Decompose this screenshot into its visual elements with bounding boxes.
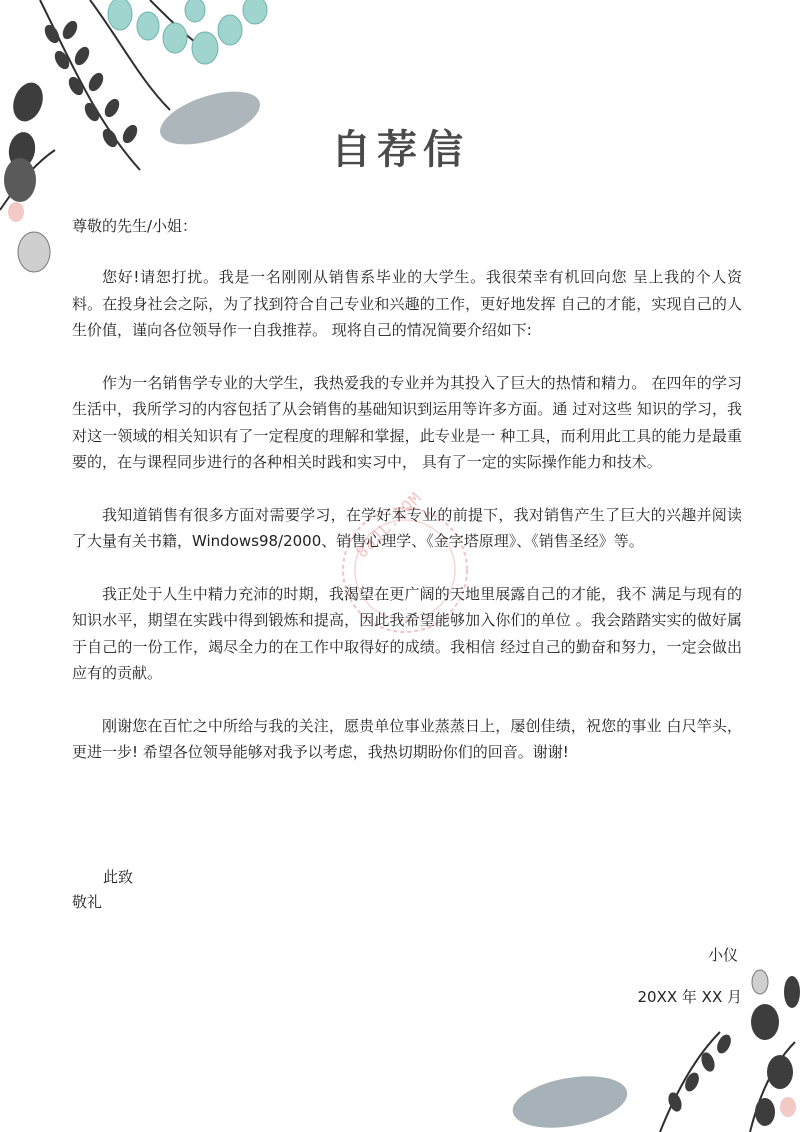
closing-line-2: 敬礼 <box>72 893 103 911</box>
letter-salutation: 尊敬的先生/小姐： <box>72 217 198 235</box>
closing-line-1: 此致 <box>103 868 134 886</box>
watermark-text: 88JL.COM <box>352 487 426 562</box>
letter-title: 自荐信 <box>331 126 469 173</box>
body-paragraph: 我正处于人生中精力充沛的时期，我渴望在更广阔的天地里展露自己的才能，我不 满足与现有的知识水平，期望在实践中得到锻炼和提高，因此我希望能够加入你们的单位 。我会踏踏实实的做好属于自己的一份工作，竭尽全力的在工作中取得好的成绩。我相信 经过自己的勤奋和努力，一定会做出应有的贡献。 <box>72 584 742 682</box>
body-paragraph: 作为一名销售学专业的大学生，我热爱我的专业并为其投入了巨大的热情和精力。 在四年的学习生活中，我所学习的内容包括了从会销售的基础知识到运用等许多方面。通 过对这些 知识的学习，我对这一领域的相关知识有了一定程度的理解和掌握，此专业是一 种工具，而利用此工具的能力是最重要的，在与课程同步进行的各种相关时践和实习中， 具有了一定的实际操作能力和技术。 <box>72 373 742 471</box>
signature-date: 20XX 年 XX 月 <box>637 988 742 1006</box>
body-paragraph: 刚谢您在百忙之中所给与我的关注，愿贵单位事业蒸蒸日上，屡创佳绩，祝您的事业 白尺竿头，更进一步! 希望各位领导能够对我予以考虑，我热切期盼你们的回音。谢谢! <box>72 716 742 761</box>
letter-body <box>72 264 742 792</box>
signer-name: 小仪 <box>707 946 738 964</box>
body-paragraph: 我知道销售有很多方面对需要学习，在学好本专业的前提下，我对销售产生了巨大的兴趣并阅读了大量有关书籍，Windows98/2000、销售心理学、《金字塔原理》、《销售圣经》等。 <box>72 505 742 550</box>
body-paragraph: 您好!请恕打扰。我是一名刚刚从销售系毕业的大学生。我很荣幸有机回向您 呈上我的个人资料。在投身社会之际，为了找到符合自己专业和兴趣的工作，更好地发挥 自己的才能，实现自己的人生价值，谨向各位领导作一自我推荐。 现将自己的情况简要介绍如下: <box>72 268 742 339</box>
